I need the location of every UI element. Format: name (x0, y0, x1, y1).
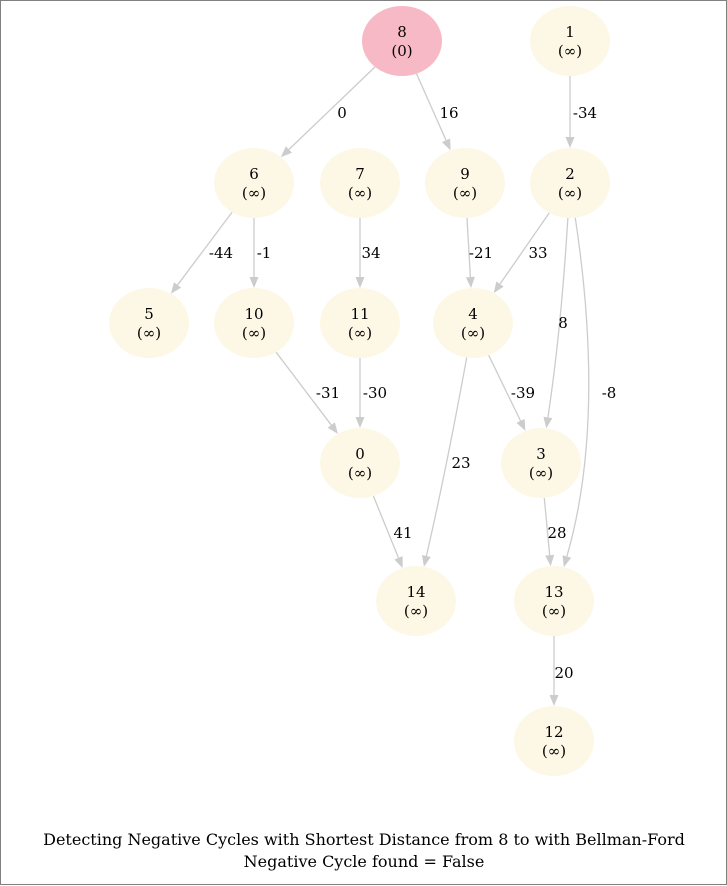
edge-weight-label: 33 (528, 244, 548, 262)
arrowhead-icon (466, 277, 475, 288)
edge-8-to-9 (416, 74, 458, 151)
edge-13-to-12 (550, 636, 574, 706)
node-distance-label: (∞) (452, 184, 478, 202)
arrowhead-icon (328, 422, 338, 433)
node-id-label: 6 (249, 165, 259, 183)
node-distance-label: (∞) (241, 324, 267, 342)
node-id-label: 3 (536, 445, 546, 463)
node-id-label: 14 (406, 583, 426, 601)
node-2 (530, 148, 610, 218)
node-id-label: 1 (565, 23, 575, 41)
edge-6-to-5 (171, 212, 233, 293)
node-id-label: 8 (397, 23, 407, 41)
node-1 (530, 6, 610, 76)
edge-10-to-0 (276, 352, 340, 434)
node-id-label: 13 (544, 583, 564, 601)
node-shape (109, 288, 189, 358)
node-distance-label: (∞) (541, 742, 567, 760)
arrowhead-icon (545, 555, 554, 566)
arrowhead-icon (563, 555, 572, 567)
node-shape (320, 148, 400, 218)
node-10 (214, 288, 294, 358)
node-distance-label: (∞) (347, 184, 373, 202)
node-9 (425, 148, 505, 218)
edge-weight-label: 34 (361, 244, 381, 262)
node-id-label: 2 (565, 165, 575, 183)
arrowhead-icon (250, 277, 259, 288)
edge-weight-label: 16 (439, 104, 459, 122)
edge-weight-label: 28 (547, 524, 567, 542)
node-distance-label: (0) (391, 42, 413, 60)
node-shape (530, 148, 610, 218)
node-0 (320, 428, 400, 498)
graph-canvas (1, 1, 727, 886)
node-8 (362, 6, 442, 76)
node-distance-label: (∞) (557, 42, 583, 60)
arrowhead-icon (442, 138, 451, 150)
edge-7-to-11 (356, 218, 381, 288)
edge-line (567, 218, 589, 557)
arrowhead-icon (394, 556, 402, 568)
node-13 (514, 566, 594, 636)
edge-weight-label: -39 (510, 384, 536, 402)
node-id-label: 9 (460, 165, 470, 183)
node-12 (514, 706, 594, 776)
node-distance-label: (∞) (460, 324, 486, 342)
edge-weight-label: 0 (337, 104, 347, 122)
node-id-label: 4 (468, 305, 478, 323)
edge-1-to-2 (566, 76, 598, 148)
edge-weight-label: -8 (601, 384, 617, 402)
node-id-label: 11 (350, 305, 370, 323)
node-distance-label: (∞) (347, 324, 373, 342)
node-shape (501, 428, 581, 498)
edge-weight-label: 23 (451, 454, 471, 472)
node-4 (433, 288, 513, 358)
edge-2-to-13 (563, 218, 617, 567)
node-id-label: 10 (244, 305, 264, 323)
edge-weight-label: -44 (208, 244, 234, 262)
node-distance-label: (∞) (541, 602, 567, 620)
edge-weight-label: 8 (558, 314, 568, 332)
arrowhead-icon (550, 695, 559, 706)
node-shape (320, 428, 400, 498)
edge-0-to-14 (373, 496, 412, 568)
arrowhead-icon (494, 281, 504, 293)
caption-line-1: Detecting Negative Cycles with Shortest Distance from 8 to with Bellman-Ford (43, 830, 685, 849)
edge-9-to-4 (466, 218, 493, 288)
edge-line (289, 67, 375, 150)
arrowhead-icon (171, 282, 181, 294)
edge-weight-label: -21 (468, 244, 494, 262)
caption-line-2: Negative Cycle found = False (243, 852, 485, 871)
node-shape (376, 566, 456, 636)
edge-8-to-6 (281, 67, 375, 157)
node-shape (214, 148, 294, 218)
source-node-shape (362, 6, 442, 76)
node-3 (501, 428, 581, 498)
node-shape (425, 148, 505, 218)
edge-weight-label: -34 (572, 104, 598, 122)
node-11 (320, 288, 400, 358)
node-id-label: 0 (355, 445, 365, 463)
arrowhead-icon (543, 417, 552, 429)
edge-2-to-4 (494, 213, 550, 293)
edge-4-to-14 (422, 358, 471, 567)
edge-weight-label: -31 (315, 384, 341, 402)
edge-weight-label: 41 (393, 524, 413, 542)
edge-11-to-0 (356, 358, 388, 428)
node-distance-label: (∞) (136, 324, 162, 342)
arrowhead-icon (356, 417, 365, 428)
node-distance-label: (∞) (557, 184, 583, 202)
edge-weight-label: -1 (256, 244, 272, 262)
node-5 (109, 288, 189, 358)
node-shape (320, 288, 400, 358)
node-shape (530, 6, 610, 76)
arrowhead-icon (422, 555, 431, 567)
node-id-label: 12 (544, 723, 564, 741)
node-distance-label: (∞) (403, 602, 429, 620)
node-shape (514, 566, 594, 636)
node-id-label: 7 (355, 165, 365, 183)
node-7 (320, 148, 400, 218)
edge-4-to-3 (489, 355, 535, 431)
node-distance-label: (∞) (241, 184, 267, 202)
node-distance-label: (∞) (528, 464, 554, 482)
arrowhead-icon (566, 137, 575, 148)
node-shape (433, 288, 513, 358)
edge-6-to-10 (250, 218, 272, 288)
node-shape (514, 706, 594, 776)
node-id-label: 5 (144, 305, 154, 323)
node-distance-label: (∞) (347, 464, 373, 482)
arrowhead-icon (356, 277, 365, 288)
edge-weight-label: -30 (362, 384, 388, 402)
edge-weight-label: 20 (554, 664, 574, 682)
node-14 (376, 566, 456, 636)
node-6 (214, 148, 294, 218)
node-shape (214, 288, 294, 358)
